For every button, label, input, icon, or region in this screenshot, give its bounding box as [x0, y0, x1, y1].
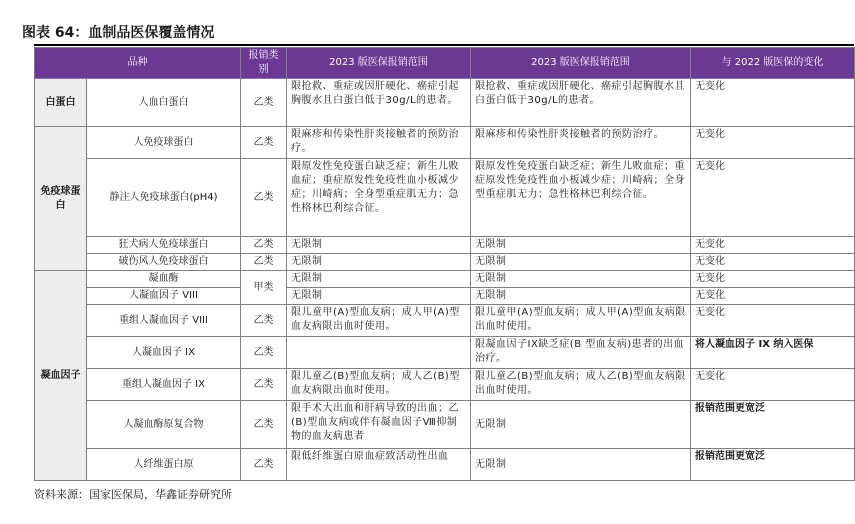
scope-a-cell: 限手术大出血和肝病导致的出血；乙(B)型血友病或伴有凝血因子Ⅷ抑制物的血友病患者: [287, 401, 471, 449]
category-cell: 乙类: [241, 369, 287, 401]
scope-a-cell: 限麻疹和传染性肝炎接触者的预防治疗。: [287, 127, 471, 159]
scope-a-cell: 限低纤维蛋白原血症致活动性出血: [287, 449, 471, 481]
category-cell: 乙类: [241, 449, 287, 481]
scope-a-cell: [287, 337, 471, 369]
variety-cell: 人凝血酶原复合物: [87, 401, 241, 449]
table-row: [35, 369, 855, 401]
scope-a-cell: 限抢救、重症或因肝硬化、癌症引起胸腹水且白蛋白低于30g/L的患者。: [287, 79, 471, 127]
chart-title: 图表 64：血制品医保覆盖情况: [22, 25, 215, 41]
change-cell: 无变化: [691, 237, 855, 254]
change-cell: 将人凝血因子 IX 纳入医保: [691, 337, 855, 369]
variety-cell: 人纤维蛋白原: [87, 449, 241, 481]
table-row: [35, 449, 855, 481]
scope-b-cell: 无限制: [471, 237, 691, 254]
category-cell: 乙类: [241, 237, 287, 254]
group-immuno: 免疫球蛋白: [35, 127, 87, 271]
category-cell: 乙类: [241, 401, 287, 449]
change-cell: 无变化: [691, 254, 855, 271]
scope-b-cell: 无限制: [471, 254, 691, 271]
variety-cell: 人凝血因子 IX: [87, 337, 241, 369]
variety-cell: 人免疫球蛋白: [87, 127, 241, 159]
variety-cell: 人凝血因子 VIII: [87, 288, 241, 305]
scope-b-cell: 无限制: [471, 449, 691, 481]
change-cell: 无变化: [691, 288, 855, 305]
scope-a-cell: 无限制: [287, 271, 471, 288]
scope-b-cell: 限抢救、重症或因肝硬化、癌症引起胸腹水且白蛋白低于30g/L的患者。: [471, 79, 691, 127]
variety-cell: 破伤风人免疫球蛋白: [87, 254, 241, 271]
scope-b-cell: 限儿童甲(A)型血友病；成人甲(A)型血友病限出血时使用。: [471, 305, 691, 337]
scope-b-cell: 限凝血因子IX缺乏症(B 型血友病)患者的出血治疗。: [471, 337, 691, 369]
scope-b-cell: 限儿童乙(B)型血友病；成人乙(B)型血友病限出血时使用。: [471, 369, 691, 401]
change-cell: 无变化: [691, 79, 855, 127]
scope-b-cell: 无限制: [471, 271, 691, 288]
category-cell: 甲类: [241, 271, 287, 305]
group-coag: 凝血因子: [35, 271, 87, 481]
scope-a-cell: 无限制: [287, 254, 471, 271]
variety-cell: 重组人凝血因子 VIII: [87, 305, 241, 337]
variety-cell: 人血白蛋白: [87, 79, 241, 127]
table-row: [35, 159, 855, 237]
source-note: 资料来源：国家医保局，华鑫证券研究所: [34, 488, 232, 501]
change-cell: 无变化: [691, 271, 855, 288]
scope-b-cell: 无限制: [471, 401, 691, 449]
table-row: [35, 237, 855, 254]
group-albumin: 白蛋白: [35, 79, 87, 127]
change-cell: 报销范围更宽泛: [691, 449, 855, 481]
header-category: 报销类别: [241, 48, 287, 79]
header-variety: 品种: [35, 48, 241, 79]
table-row: [35, 271, 855, 288]
category-cell: 乙类: [241, 337, 287, 369]
table-row: [35, 254, 855, 271]
scope-b-cell: 限原发性免疫蛋白缺乏症；新生儿败血症；重症原发性免疫性血小板减少症；川崎病；全身型重症肌无力；急性格林巴利综合征。: [471, 159, 691, 237]
variety-cell: 重组人凝血因子 IX: [87, 369, 241, 401]
table-row: [35, 127, 855, 159]
header-change: 与 2022 版医保的变化: [691, 48, 855, 79]
scope-a-cell: 无限制: [287, 288, 471, 305]
scope-a-cell: 限原发性免疫蛋白缺乏症；新生儿败血症；重症原发性免疫性血小板减少症；川崎病；全身型重症肌无力；急性格林巴利综合征。: [287, 159, 471, 237]
header-row: [35, 48, 855, 79]
scope-a-cell: 限儿童乙(B)型血友病；成人乙(B)型血友病限出血时使用。: [287, 369, 471, 401]
title-rule: [34, 44, 854, 46]
table-row: [35, 337, 855, 369]
category-cell: 乙类: [241, 305, 287, 337]
table-row: [35, 401, 855, 449]
scope-a-cell: 限儿童甲(A)型血友病；成人甲(A)型血友病限出血时使用。: [287, 305, 471, 337]
table-row: [35, 79, 855, 127]
scope-b-cell: 限麻疹和传染性肝炎接触者的预防治疗。: [471, 127, 691, 159]
change-cell: 无变化: [691, 369, 855, 401]
table-row: [35, 288, 855, 305]
variety-cell: 狂犬病人免疫球蛋白: [87, 237, 241, 254]
category-cell: 乙类: [241, 254, 287, 271]
variety-cell: 静注人免疫球蛋白(pH4): [87, 159, 241, 237]
coverage-table: [34, 47, 855, 481]
change-cell: 无变化: [691, 305, 855, 337]
category-cell: 乙类: [241, 127, 287, 159]
scope-a-cell: 无限制: [287, 237, 471, 254]
scope-b-cell: 无限制: [471, 288, 691, 305]
category-cell: 乙类: [241, 79, 287, 127]
category-cell: 乙类: [241, 159, 287, 237]
change-cell: 无变化: [691, 127, 855, 159]
header-scope-b: 2023 版医保报销范围: [471, 48, 691, 79]
header-scope-a: 2023 版医保报销范围: [287, 48, 471, 79]
change-cell: 报销范围更宽泛: [691, 401, 855, 449]
change-cell: 无变化: [691, 159, 855, 237]
variety-cell: 凝血酶: [87, 271, 241, 288]
table-row: [35, 305, 855, 337]
